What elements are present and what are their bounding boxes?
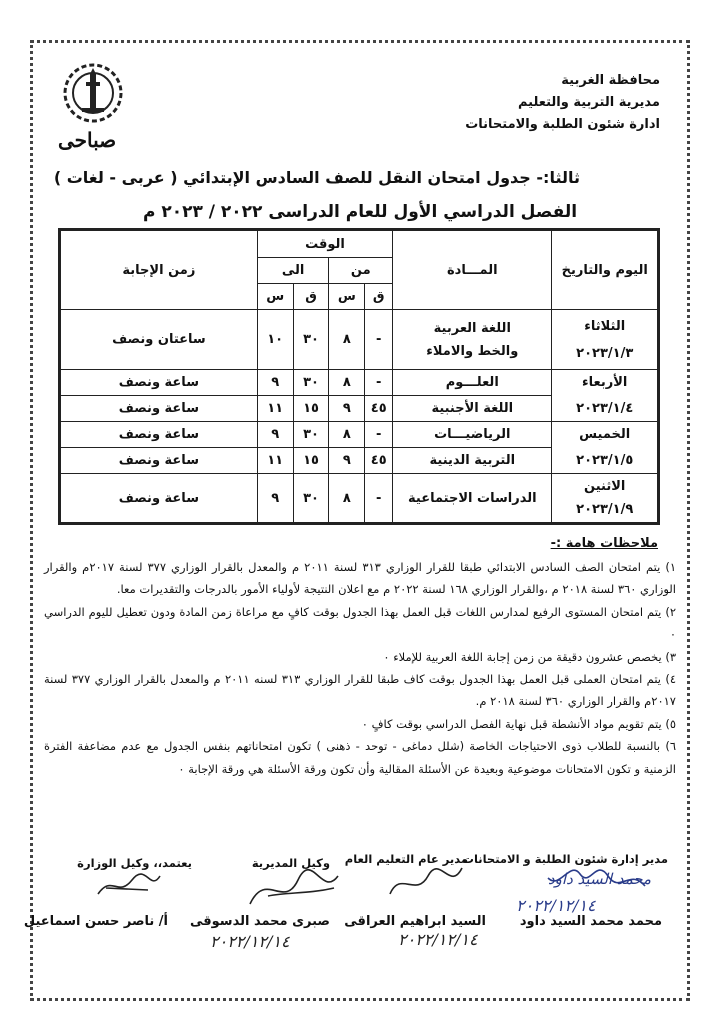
directorate-label: مديرية التربية والتعليم <box>517 95 660 110</box>
date-label: ٢٠٢٣/١/٩ <box>576 502 634 517</box>
header-from-q: ق <box>365 284 393 310</box>
from-s-cell: ٨ <box>329 422 365 448</box>
from-q-cell: - <box>365 370 393 396</box>
header-to-s: س <box>257 284 293 310</box>
table-row <box>60 474 659 524</box>
sig-title-approved: يعتمد،، وكيل الوزارة <box>77 856 192 870</box>
note-item: ٥) يتم تقويم مواد الأنشطة قبل نهاية الفصل الدراسي بوقت كافٍ ٠ <box>361 716 676 731</box>
handwritten-date-manager: ٢٠٢٢/١٢/١٤ <box>516 896 596 915</box>
header-to-q: ق <box>293 284 329 310</box>
to-q-cell: ١٥ <box>293 448 329 474</box>
day-date-cell <box>552 310 659 370</box>
to-q-cell: ١٥ <box>293 396 329 422</box>
to-q-cell: ٣٠ <box>293 370 329 396</box>
to-s-cell: ٩ <box>257 474 293 524</box>
table-row <box>60 396 659 422</box>
to-s-cell: ٩ <box>257 370 293 396</box>
table-row <box>60 310 659 370</box>
sig-name-deputy: صبرى محمد الدسوقى <box>189 914 330 929</box>
day-label: الثلاثاء <box>584 318 626 334</box>
from-q-cell: - <box>365 310 393 370</box>
shift-label: صباحى <box>58 128 117 152</box>
header-time: الوقت <box>257 230 392 258</box>
signature-general-manager <box>380 862 470 904</box>
handwritten-date-general-manager: ٢٠٢٢/١٢/١٤ <box>398 930 478 949</box>
term-title: الفصل الدراسي الأول للعام الدراسى ٢٠٢٢ / ٢٠٢٣ م <box>142 202 578 222</box>
date-label: ٢٠٢٣/١/٣ <box>576 345 634 361</box>
date-label: ٢٠٢٣/١/٤ <box>552 396 659 422</box>
table-row <box>60 422 659 448</box>
note-item: ١) يتم امتحان الصف السادس الابتدائي طبقا للقرار الوزاري ٣١٣ لسنة ٢٠١١ م والمعدل بالقرار الوزاري ٣٧٧ لسنة ٢٠١٧م والقرار الوزاري ٣٦٠ لسنة ٢٠١٨ م ،والقرار الوزاري ١٦٨ لسنة ٢٠٢٢ م مع اعلان النتيجة لأولياء الأمور بالدرجات والتقديرات معا. <box>44 560 676 597</box>
to-s-cell: ١١ <box>257 448 293 474</box>
sig-name-manager-affairs: محمد محمد السيد داود <box>519 914 662 929</box>
department-label: ادارة شئون الطلبة والامتحانات <box>465 117 660 132</box>
notes-list <box>44 556 676 780</box>
sig-title-deputy: وكيل المديرية <box>251 856 330 870</box>
header-from-s: س <box>329 284 365 310</box>
to-s-cell: ١١ <box>257 396 293 422</box>
from-s-cell: ٩ <box>329 396 365 422</box>
to-s-cell: ١٠ <box>257 310 293 370</box>
sig-name-general-manager: السيد ابراهيم العراقى <box>344 914 486 929</box>
from-s-cell: ٨ <box>329 370 365 396</box>
sig-name-approved: أ/ ناصر حسن اسماعيل <box>23 914 168 929</box>
header-day-date: اليوم والتاريخ <box>552 230 659 310</box>
subject-cell: العلـــوم <box>393 370 552 396</box>
subject-cell <box>393 310 552 370</box>
signature-manager-affairs <box>440 866 660 896</box>
notes-title: ملاحظات هامة :- <box>550 536 658 551</box>
signature-stamp-name: محمد السيد داود <box>548 870 652 888</box>
header-from: من <box>329 258 393 284</box>
subject-cell: اللغة الأجنبية <box>393 396 552 422</box>
from-s-cell: ٨ <box>329 310 365 370</box>
subject-cell: الدراسات الاجتماعية <box>393 474 552 524</box>
duration-cell: ساعة ونصف <box>60 474 258 524</box>
signature-approved <box>88 868 168 902</box>
subject-line2: والخط والاملاء <box>426 343 519 359</box>
to-s-cell: ٩ <box>257 422 293 448</box>
from-q-cell: ٤٥ <box>365 448 393 474</box>
note-item: ٤) يتم امتحان العملى قبل العمل بهذا الجدول بوقت كاف طبقا للقرار الوزاري ٣١٣ لسنه ٢٠١١ م والمعدل بالقرار الوزاري ٣٧٧ لسنة ٢٠١٧م والقرار الوزاري ٣٦٠ لسنة ٢٠١٨ م. <box>44 672 677 709</box>
to-q-cell: ٣٠ <box>293 474 329 524</box>
subject-cell: التربية الدينية <box>393 448 552 474</box>
note-item: ٦) بالنسبة للطلاب ذوى الاحتياجات الخاصة (شلل دماغى - توحد - ذهنى ) تكون امتحاناتهم بنفس الجدول مع عدم مضاعفة الفترة الزمنية و تكون الامتحانات موضوعية وبعيدة عن الأسئلة المقالية وأن تكون ورقة الأسئلة هي ورقة الإجابة ٠ <box>44 739 676 776</box>
handwritten-date-deputy: ٢٠٢٢/١٢/١٤ <box>210 932 290 951</box>
from-q-cell: - <box>365 422 393 448</box>
from-s-cell: ٩ <box>329 448 365 474</box>
day-label: الخميس <box>552 422 659 448</box>
signature-deputy <box>238 866 348 916</box>
directorate-logo <box>62 62 124 124</box>
duration-cell: ساعة ونصف <box>60 448 258 474</box>
governorate-label: محافظة الغربية <box>561 73 660 88</box>
date-label: ٢٠٢٣/١/٥ <box>552 448 659 474</box>
header-org <box>465 70 660 136</box>
table-row <box>60 448 659 474</box>
day-label: الأربعاء <box>552 370 659 396</box>
duration-cell: ساعة ونصف <box>60 422 258 448</box>
exam-schedule-table <box>58 228 660 525</box>
from-s-cell: ٨ <box>329 474 365 524</box>
table-row <box>60 370 659 396</box>
duration-cell: ساعة ونصف <box>60 370 258 396</box>
header-to: الى <box>257 258 329 284</box>
subject-cell: الرياضيـــات <box>393 422 552 448</box>
day-date-cell <box>552 474 659 524</box>
note-item: ٣) يخصص عشرون دقيقة من زمن إجابة اللغة العربية للإملاء ٠ <box>383 649 676 664</box>
note-item: ٢) يتم امتحان المستوى الرفيع لمدارس اللغات قبل العمل بهذا الجدول بوقت كافٍ مع مراعاة زمن المادة ودون تعطيل لليوم الدراسي ٠ <box>44 604 676 642</box>
header-duration: زمن الإجابة <box>60 230 258 310</box>
sig-title-manager-affairs: مدير إدارة شئون الطلبة و الامتحانات <box>462 852 668 866</box>
to-q-cell: ٣٠ <box>293 310 329 370</box>
schedule-title: ثالثا:- جدول امتحان النقل للصف السادس الإبتدائي ( عربى - لغات ) <box>53 168 580 187</box>
to-q-cell: ٣٠ <box>293 422 329 448</box>
from-q-cell: ٤٥ <box>365 396 393 422</box>
duration-cell: ساعتان ونصف <box>60 310 258 370</box>
day-label: الاثنين <box>584 479 626 494</box>
from-q-cell: - <box>365 474 393 524</box>
sig-title-general-manager: مدير عام التعليم العام <box>344 852 468 866</box>
duration-cell: ساعة ونصف <box>60 396 258 422</box>
subject-line1: اللغة العربية <box>433 320 511 336</box>
header-subject: المـــادة <box>393 230 552 310</box>
